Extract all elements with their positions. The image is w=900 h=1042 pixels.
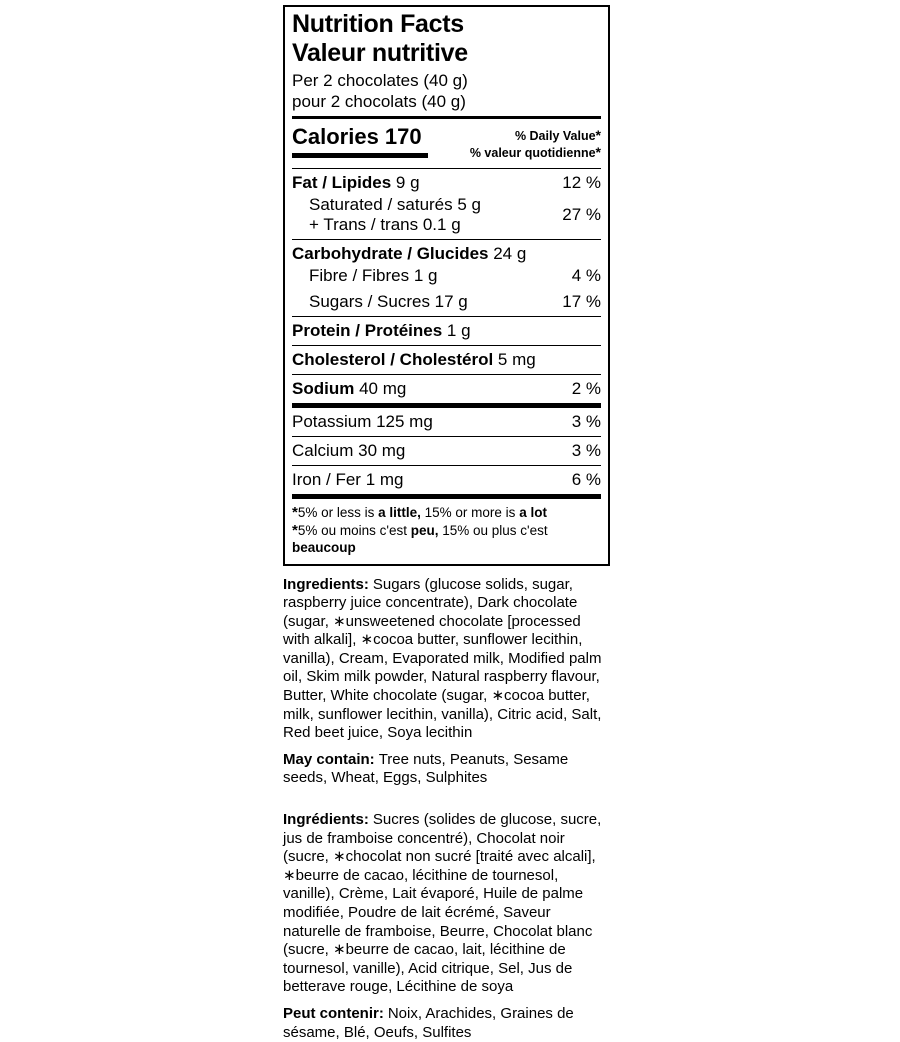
ingredients-fr-label: Ingrédients: <box>283 811 369 829</box>
panel-title-fr: Valeur nutritive <box>292 39 468 67</box>
nutrition-facts-panel <box>283 5 610 566</box>
nutrient-dv: 3 % <box>571 412 601 431</box>
asterisk: * <box>595 144 601 160</box>
asterisk: * <box>292 521 298 539</box>
may-contain-fr-label: Peut contenir: <box>283 1004 384 1022</box>
nutrient-dv: 6 % <box>571 470 601 489</box>
nutrient-name: Fat / Lipides <box>292 173 392 192</box>
ingredients-fr-text: Sucres (solides de glucose, sucre, jus de framboise concentré), Chocolat noir (sucre, ∗chocolat non sucré [traité avec alcali], ∗beurre de cacao, lécithine de tournesol, vanille), Crème, Lait évaporé, Huile de palme modifiée, Poudre de lait écrémé, Saveur naturelle de framboise, Beurre, Chocolat blanc (sucre, ∗beurre de cacao, lait, lécithine de tournesol, vanille), Acid citrique, Sel, Jus de betterave rouge, Lécithine de soya <box>283 811 602 996</box>
footnote-block <box>292 499 601 559</box>
nutrient-row-sugars <box>292 290 601 316</box>
nutrient-name: Carbohydrate / Glucides <box>292 244 489 263</box>
nutrient-amount: 1 mg <box>360 470 404 489</box>
nutrient-name: Fibre / Fibres <box>309 266 410 285</box>
nutrient-dv: 27 % <box>562 205 601 224</box>
asterisk: * <box>292 504 298 521</box>
nutrient-name: Potassium <box>292 412 372 431</box>
ingredients-en <box>283 576 610 743</box>
nutrient-row-protein <box>292 317 601 345</box>
nutrient-amount: 1 g <box>409 266 438 285</box>
may-contain-fr <box>283 1005 610 1042</box>
calories-row <box>292 119 601 168</box>
ingredients-fr <box>283 811 610 997</box>
nutrient-amount: 1 g <box>442 321 471 340</box>
nutrient-name: Cholesterol / Cholestérol <box>292 350 494 369</box>
nutrient-row-fat <box>292 169 601 193</box>
ingredients-en-text: Sugars (glucose solids, sugar, raspberry juice concentrate), Dark chocolate (sugar, ∗unsweetened chocolate [processed with alkali], ∗cocoa butter, sunflower lecithin, vanilla), Cream, Evaporated milk, Modified palm oil, Skim milk powder, Natural raspberry flavour, Butter, White chocolate (sugar, ∗cocoa butter, milk, sunflower lecithin, vanilla), Citric acid, Salt, Red beet juice, Soya lecithin <box>283 575 602 742</box>
nutrient-dv: 2 % <box>571 379 601 398</box>
nutrient-amount: 30 mg <box>353 441 406 460</box>
may-contain-en-label: May contain: <box>283 750 375 768</box>
may-contain-en <box>283 751 610 788</box>
panel-title-en: Nutrition Facts <box>292 10 464 38</box>
daily-value-header-fr: % valeur quotidienne* <box>469 144 601 160</box>
nutrient-row-sodium <box>292 375 601 403</box>
daily-value-header-en: % Daily Value* <box>514 127 601 143</box>
nutrient-name: Sugars / Sucres <box>309 292 430 311</box>
label-column <box>283 5 610 1042</box>
calories-value: Calories 170 <box>292 125 428 158</box>
may-contain-en-text: Tree nuts, Peanuts, Sesame seeds, Wheat, Eggs, Sulphites <box>283 750 569 787</box>
nutrient-dv: 4 % <box>571 266 601 285</box>
ingredients-en-label: Ingredients: <box>283 575 369 593</box>
footnote-fr: *5% ou moins c'est peu, 15% ou plus c'est beaucoup <box>292 521 548 555</box>
serving-size-en: Per 2 chocolates (40 g) <box>292 71 468 90</box>
asterisk: * <box>595 127 601 143</box>
nutrient-name: Calcium <box>292 441 354 460</box>
nutrient-name: Sodium <box>292 379 355 398</box>
nutrient-row-cholesterol <box>292 346 601 374</box>
nutrient-row-fibre <box>292 264 601 290</box>
nutrient-name: Iron / Fer <box>292 470 361 489</box>
nutrient-name: + Trans / trans 0.1 g <box>309 215 461 234</box>
daily-value-header <box>470 125 601 161</box>
nutrient-amount: 9 g <box>391 173 420 192</box>
nutrient-name: Saturated / saturés 5 g <box>309 195 481 214</box>
nutrient-row-calcium <box>292 437 601 465</box>
nutrient-amount: 5 mg <box>493 350 536 369</box>
nutrient-amount: 40 mg <box>354 379 407 398</box>
nutrient-name: Protein / Protéines <box>292 321 443 340</box>
nutrient-row-carbohydrate <box>292 240 601 264</box>
nutrient-row-saturated-trans <box>292 193 601 239</box>
nutrient-amount: 24 g <box>488 244 527 263</box>
nutrient-amount: 125 mg <box>371 412 433 431</box>
may-contain-fr-text: Noix, Arachides, Graines de sésame, Blé, Oeufs, Sulfites <box>283 1004 574 1041</box>
nutrient-dv: 17 % <box>562 292 601 311</box>
nutrient-amount: 17 g <box>429 292 468 311</box>
nutrient-row-potassium <box>292 408 601 436</box>
serving-size-fr: pour 2 chocolats (40 g) <box>292 92 466 111</box>
nutrient-dv: 3 % <box>571 441 601 460</box>
nutrient-row-iron <box>292 466 601 494</box>
footnote-en: *5% or less is a little, 15% or more is a lot <box>292 504 547 521</box>
nutrient-dv: 12 % <box>562 173 601 192</box>
